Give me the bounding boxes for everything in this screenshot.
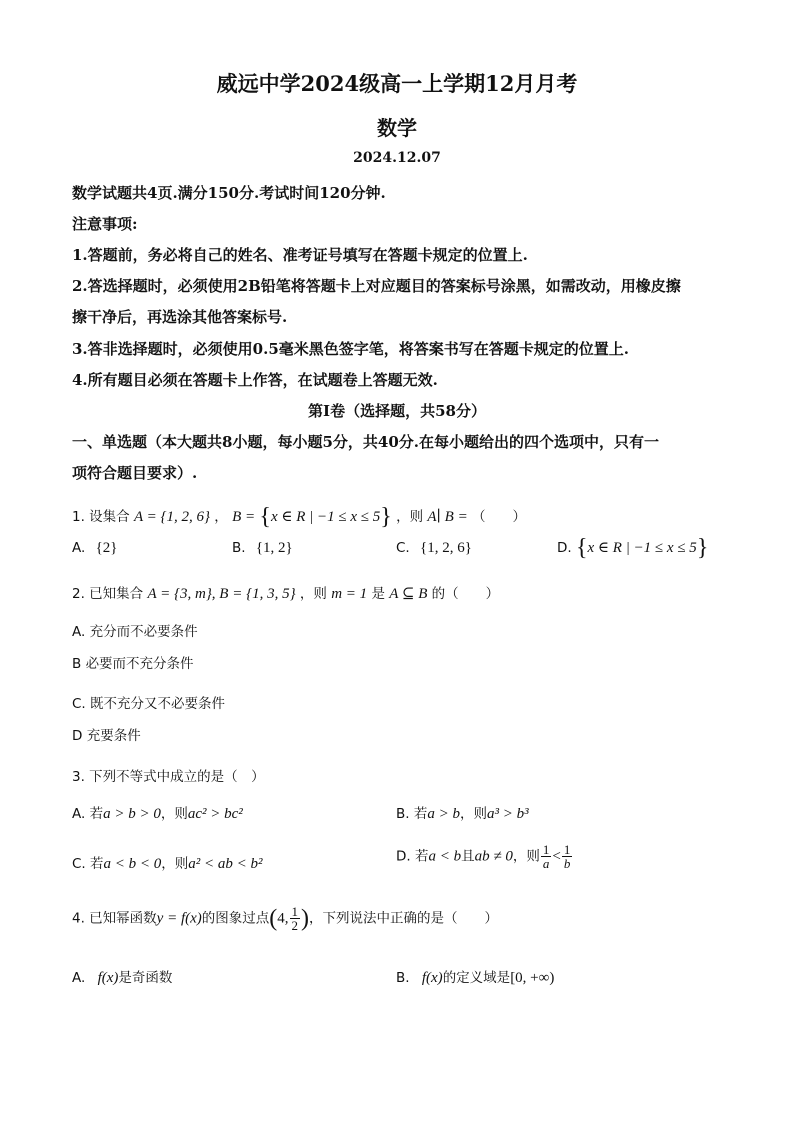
option-text: ，则 bbox=[161, 856, 189, 872]
q4-func: y = f(x) bbox=[156, 910, 202, 927]
q1-prefix: 1. 设集合 bbox=[72, 509, 130, 525]
option-text: 若 bbox=[414, 848, 429, 865]
brace-icon: } bbox=[380, 504, 392, 530]
option-math: a < b bbox=[428, 848, 462, 865]
frac-den: 2 bbox=[291, 918, 299, 933]
option-text: 若 bbox=[89, 806, 104, 822]
q4-option-a bbox=[72, 966, 172, 987]
option-label: B bbox=[72, 656, 82, 672]
notice-item: 擦干净后，再选涂其他答案标号. bbox=[72, 308, 288, 326]
option-text: {1, 2, 6} bbox=[420, 540, 472, 556]
notice-item: 4.所有题目必须在答题卡上作答，在试题卷上答题无效. bbox=[72, 371, 438, 389]
paren-icon: ( bbox=[269, 905, 278, 932]
notice-item: 3.答非选择题时，必须使用0.5毫米黑色签字笔，将答案书写在答题卡规定的位置上. bbox=[72, 340, 629, 358]
notice-heading: 注意事项: bbox=[72, 215, 138, 233]
frac-num: 1 bbox=[563, 842, 571, 857]
q2-sets: A = {3, m}, B = {1, 3, 5} bbox=[147, 586, 296, 602]
option-math: a² < ab < b² bbox=[188, 856, 263, 872]
option-label: A. bbox=[72, 540, 86, 556]
q4-mid: 的图象过点 bbox=[201, 910, 270, 927]
option-label: B. bbox=[232, 540, 246, 556]
option-math: < bbox=[552, 848, 561, 865]
notice-item: 2.答选择题时，必须使用2B铅笔将答题卡上对应题目的答案标号涂黑，如需改动，用橡皮擦 bbox=[72, 277, 681, 295]
exam-date: 2024.12.07 bbox=[353, 150, 441, 166]
question-4-stem bbox=[72, 905, 498, 932]
q1-option-a bbox=[72, 540, 118, 557]
option-label: D. bbox=[396, 848, 411, 865]
q1-expr: A∣ B = bbox=[427, 509, 468, 525]
q2-mid: ，则 bbox=[299, 586, 327, 602]
option-text: 必要而不充分条件 bbox=[85, 656, 194, 672]
q2-option-a bbox=[72, 620, 198, 640]
q1-set-b-body: x ∈ R | −1 ≤ x ≤ 5 bbox=[270, 509, 381, 525]
option-label: C. bbox=[72, 856, 86, 872]
notice-item: 1.答题前，务必将自己的姓名、准考证号填写在答题卡规定的位置上. bbox=[72, 246, 528, 264]
q1-option-b bbox=[232, 540, 293, 557]
paren-icon: ) bbox=[301, 905, 310, 932]
option-label: B. bbox=[396, 970, 410, 986]
brace-icon: { bbox=[575, 535, 588, 561]
q3-option-b bbox=[396, 802, 529, 823]
option-math: a > b > 0 bbox=[103, 806, 161, 822]
option-math: f(x) bbox=[421, 970, 443, 986]
exam-title: 威远中学2024级高一上学期12月月考 bbox=[216, 71, 578, 96]
q1-option-c bbox=[396, 540, 472, 557]
option-math: a > b bbox=[427, 806, 460, 822]
option-math: ac² > bc² bbox=[187, 806, 243, 822]
section-heading-cont: 项符合题目要求）. bbox=[72, 464, 198, 482]
option-label: A. bbox=[72, 624, 86, 640]
option-label: C. bbox=[72, 696, 86, 712]
option-math: ab ≠ 0 bbox=[474, 848, 513, 865]
option-text: 若 bbox=[413, 806, 428, 822]
q2-is: 是 bbox=[371, 586, 385, 602]
brace-icon: } bbox=[696, 535, 709, 561]
option-text: 且 bbox=[461, 848, 475, 865]
q3-option-c bbox=[72, 852, 263, 873]
q2-option-d bbox=[72, 724, 141, 744]
q4-prefix: 4. 已知幂函数 bbox=[72, 910, 157, 927]
option-text: 是奇函数 bbox=[118, 970, 173, 986]
question-3-stem: 3. 下列不等式中成立的是（ ） bbox=[72, 769, 265, 785]
exam-info: 数学试题共4页.满分150分.考试时间120分钟. bbox=[72, 184, 386, 202]
q2-option-c bbox=[72, 692, 225, 712]
frac-num: 1 bbox=[542, 842, 550, 857]
q4-option-b bbox=[396, 966, 554, 987]
option-text: ，则 bbox=[512, 848, 540, 865]
q2-option-b bbox=[72, 652, 194, 672]
option-label: A. bbox=[72, 806, 86, 822]
option-text: 的定义域是 bbox=[442, 970, 511, 986]
option-math: [0, +∞) bbox=[510, 970, 555, 986]
option-text: 既不充分又不必要条件 bbox=[90, 696, 226, 712]
option-label: A. bbox=[72, 970, 86, 986]
part-title: 第Ⅰ卷（选择题，共58分） bbox=[308, 402, 486, 420]
frac-num: 1 bbox=[291, 904, 299, 919]
q4-point: 4, bbox=[277, 910, 289, 927]
option-label: D. bbox=[557, 540, 572, 556]
q3-option-d bbox=[396, 843, 573, 870]
q3-option-a bbox=[72, 802, 243, 823]
option-math: a < b < 0 bbox=[103, 856, 162, 872]
q4-end: ，下列说法中正确的是（ ） bbox=[309, 910, 499, 927]
option-label: D bbox=[72, 728, 83, 744]
fraction bbox=[541, 843, 552, 870]
option-math: a³ > b³ bbox=[486, 806, 529, 822]
question-2-stem bbox=[72, 582, 499, 603]
option-text: ，则 bbox=[459, 806, 487, 822]
subject-title: 数学 bbox=[377, 116, 417, 140]
q1-paren: （ ） bbox=[471, 509, 526, 525]
option-text: 充要条件 bbox=[86, 728, 141, 744]
fraction bbox=[290, 905, 301, 932]
option-text: x ∈ R | −1 ≤ x ≤ 5 bbox=[587, 540, 697, 556]
fraction bbox=[562, 843, 573, 870]
frac-den: b bbox=[563, 856, 571, 871]
option-math: f(x) bbox=[97, 970, 119, 986]
option-text: {1, 2} bbox=[255, 540, 293, 556]
q2-cond: m = 1 bbox=[331, 586, 368, 602]
option-text: {2} bbox=[95, 540, 118, 556]
q2-rel: A ⊆ B bbox=[389, 586, 428, 602]
q1-set-a: A = {1, 2, 6} bbox=[133, 509, 210, 525]
section-heading: 一、单选题（本大题共8小题，每小题5分，共40分.在每小题给出的四个选项中，只有一 bbox=[72, 433, 659, 451]
q1-then: ，则 bbox=[396, 509, 424, 525]
q1-set-b-label: B = bbox=[232, 509, 256, 525]
brace-icon: { bbox=[259, 504, 271, 530]
q2-end: 的（ ） bbox=[431, 586, 500, 602]
q2-prefix: 2. 已知集合 bbox=[72, 586, 144, 602]
option-text: 充分而不必要条件 bbox=[89, 624, 198, 640]
option-label: C. bbox=[396, 540, 410, 556]
option-text: 若 bbox=[90, 856, 104, 872]
option-text: ，则 bbox=[160, 806, 188, 822]
option-label: B. bbox=[396, 806, 410, 822]
q1-option-d bbox=[557, 536, 708, 560]
frac-den: a bbox=[542, 856, 550, 871]
question-1-stem: 1. 设集合 A = {1, 2, 6} ， B = {x ∈ R | −1 ≤ x ≤ 5} ，则 A∣ B = （ ） bbox=[72, 504, 526, 530]
